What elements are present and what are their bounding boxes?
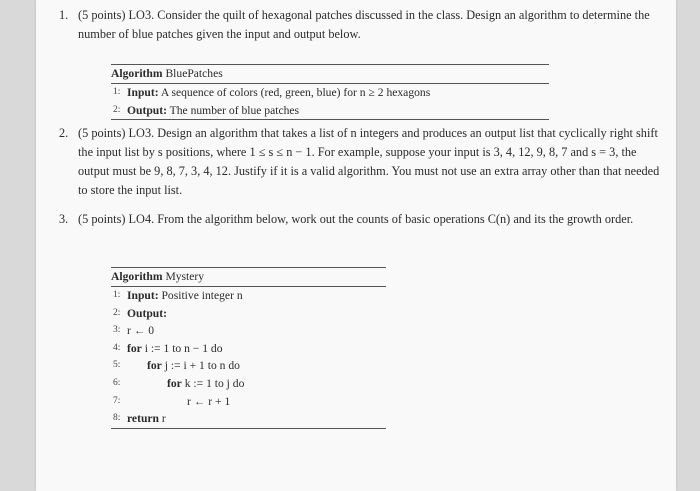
algorithm-name: BluePatches <box>165 67 223 80</box>
line-number: 1: <box>113 87 121 97</box>
algorithm-line <box>111 410 386 428</box>
line-text: k := 1 to j do <box>184 376 245 390</box>
line-number: 1: <box>113 290 121 300</box>
line-text: r <box>161 412 166 426</box>
line-number: 5: <box>113 360 121 371</box>
question-number: 1. <box>59 8 69 22</box>
algorithm-line <box>111 287 386 305</box>
question-2 <box>59 124 664 200</box>
question-text: (5 points) LO4. From the algorithm below, work out the counts of basic operations C(n) and its the growth order. <box>78 212 634 226</box>
algorithm-line <box>111 102 549 120</box>
line-number: 6: <box>113 377 121 388</box>
algorithm-header <box>111 268 386 286</box>
document-page <box>36 0 676 491</box>
keyword: for <box>167 376 182 390</box>
line-text: The number of blue patches <box>169 103 300 117</box>
algorithm-line <box>111 84 549 102</box>
line-text: Positive integer n <box>161 289 243 302</box>
line-number: 2: <box>113 307 121 318</box>
keyword: return <box>127 412 159 426</box>
algorithm-label: Algorithm <box>111 270 163 283</box>
question-number: 2. <box>59 126 69 140</box>
keyword: Output: <box>127 306 167 320</box>
line-number: 7: <box>113 395 121 406</box>
bottom-rule <box>111 119 549 120</box>
algorithm-line <box>111 340 386 358</box>
line-text: r ← 0 <box>127 324 155 338</box>
algorithm-header <box>111 65 549 83</box>
line-number: 8: <box>113 413 121 424</box>
line-number: 3: <box>113 325 121 336</box>
line-text: i := 1 to n − 1 do <box>144 341 223 355</box>
line-text: r ← r + 1 <box>187 394 231 408</box>
algorithm-bluepatches <box>111 64 549 120</box>
keyword: for <box>127 341 142 355</box>
algorithm-line <box>111 305 386 323</box>
keyword: Input: <box>127 86 159 99</box>
question-text: (5 points) LO3. Design an algorithm that takes a list of n integers and produces an output list that cyclically right shift the input list by s positions, where 1 ≤ s ≤ n − 1. For example, suppose your input is 3, 4, 12, 9, 8, 7 and s = 3, the output must be 9, 8, 7, 3, 4, 12. Justify if it is a valid algorithm. You must not use an extra array other than that needed to store the input list. <box>78 126 660 197</box>
algorithm-line <box>111 322 386 340</box>
algorithm-label: Algorithm <box>111 67 163 80</box>
algorithm-line <box>111 357 386 375</box>
line-text: j := i + 1 to n do <box>164 359 240 373</box>
algorithm-mystery <box>111 267 386 429</box>
algorithm-line <box>111 375 386 393</box>
keyword: for <box>147 359 162 373</box>
question-1 <box>59 6 664 44</box>
algorithm-line <box>111 393 386 411</box>
question-3 <box>59 210 664 229</box>
keyword: Input: <box>127 289 159 302</box>
bottom-rule <box>111 428 386 429</box>
question-text: (5 points) LO3. Consider the quilt of hexagonal patches discussed in the class. Design an algorithm to determine the number of blue patches given the input and output below. <box>78 8 650 41</box>
line-text: A sequence of colors (red, green, blue) for n ≥ 2 hexagons <box>160 86 431 99</box>
algorithm-name: Mystery <box>165 270 205 283</box>
line-number: 4: <box>113 342 121 353</box>
line-number: 2: <box>113 104 121 115</box>
question-number: 3. <box>59 212 69 226</box>
keyword: Output: <box>127 103 167 117</box>
